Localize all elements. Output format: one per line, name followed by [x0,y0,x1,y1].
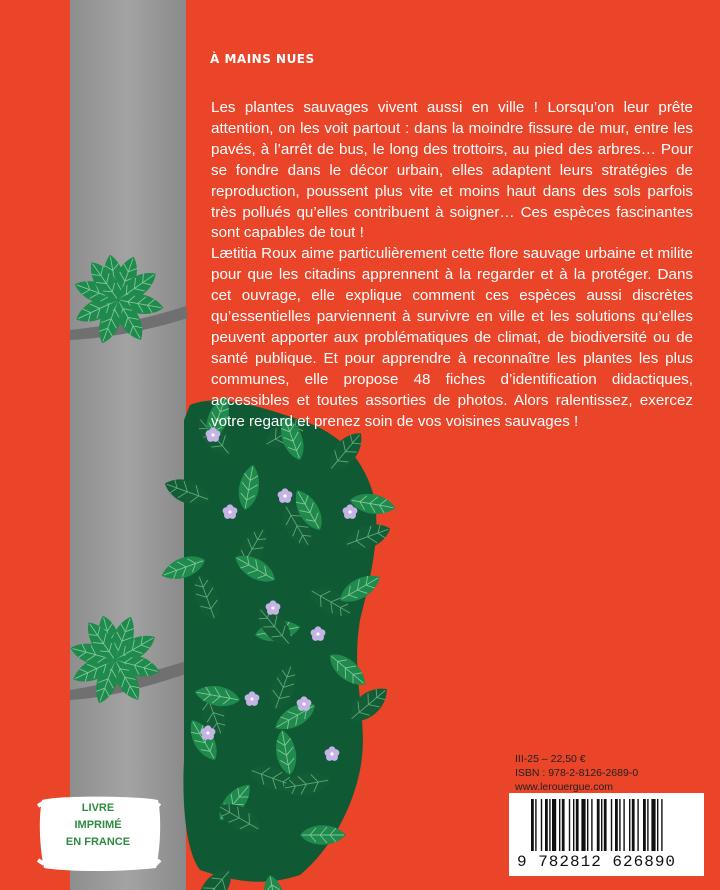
printed-in-france-badge [38,800,158,851]
badge-line-2: IMPRIMÉ [74,819,122,831]
barcode-bar [549,799,550,851]
barcode-bar [643,799,646,851]
barcode-bar [597,799,600,851]
price-code: III-25 – 22,50 € [515,753,586,765]
barcode [509,793,704,876]
climbing-plant [158,393,397,890]
tree-trunk [70,0,186,890]
barcode-bar [604,799,607,851]
barcode-bar [647,799,648,851]
barcode-bar [587,799,588,851]
barcode-bar [637,799,638,851]
barcode-bar [661,799,662,851]
barcode-bar [601,799,602,851]
barcode-bar [545,799,548,851]
back-cover-blurb [211,98,693,433]
badge-line-3: EN FRANCE [65,836,131,848]
barcode-bar [581,799,585,851]
publisher-website: www.lerouergue.com [515,781,614,793]
barcode-bar [541,799,542,851]
badge-line-1: LIVRE [81,802,115,814]
barcode-bar [531,799,534,851]
barcode-bar [591,799,592,851]
barcode-bar [559,799,560,851]
barcode-bar [632,799,635,851]
blurb-paragraph-1: Les plantes sauvages vivent aussi en ville ! Lorsqu’on leur prête attention, on les voit partout : dans la moindre fissure de mur, entre les pavés, à l’arrêt de bus, le long des trottoirs, au pied des arbres… Pour se fondre dans le décor urbain, elles adaptent leurs stratégies de reproduction, poussent plus vite et moins haut dans des sols parfois très pollués qu’elles contribuent à soigner… Ces espèces fascinantes sont capables de tout ! [211,99,693,242]
publication-info [515,752,638,794]
barcode-bar [576,799,579,851]
barcode-bar [535,799,536,851]
barcode-bar [629,799,630,851]
barcode-bar [562,799,565,851]
barcode-bar [552,799,556,851]
barcode-bars [509,793,704,853]
barcode-bar [573,799,574,851]
barcode-bar [615,799,618,851]
barcode-bar [611,799,612,851]
barcode-bar [569,799,570,851]
barcode-bar [619,799,620,851]
isbn-text: ISBN : 978-2-8126-2689-0 [515,767,639,779]
blurb-paragraph-2: Lætitia Roux aime particulièrement cette flore sauvage urbaine et milite pour que les citadins apprennent à la regarder et à la protéger. Dans cet ouvrage, elle explique comment ces espèces aussi discrètes qu’essentielles parviennent à survivre en ville et les solutions qu’elles peuvent apporter aux problématiques de climat, de biodiversité ou de santé publique. Et pour apprendre à reconnaître les plantes les plus communes, elle propose 48 fiches d’identification didactiques, accessibles et toutes assorties de photos. Alors ralentissez, exercez votre regard et prenez soin de vos voisines sauvages ! [211,245,693,430]
barcode-digits: 9 782812 626890 [517,853,677,871]
barcode-bar [623,799,624,851]
barcode-bar [657,799,658,851]
barcode-bar [651,799,655,851]
collection-name: À MAINS NUES [210,52,315,66]
